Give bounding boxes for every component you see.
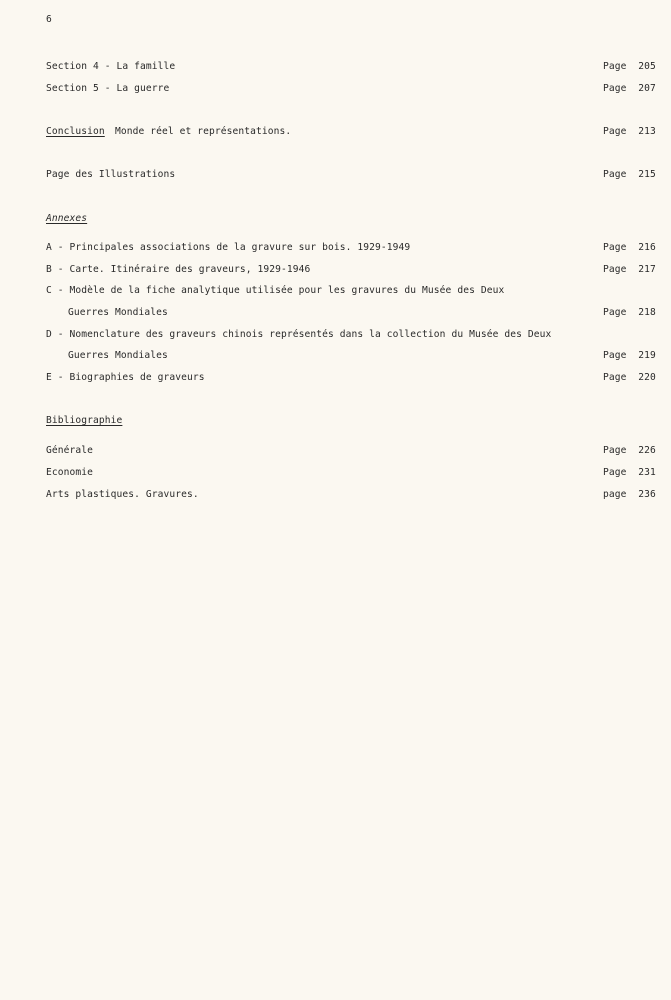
toc-entry-conclusion: Monde réel et représentations.: [115, 126, 292, 137]
toc-entry-annex-b: B - Carte. Itinéraire des graveurs, 1929-1946: [46, 264, 311, 275]
toc-page-annex-a: Page 216: [603, 242, 656, 253]
annexes-heading: Annexes: [46, 213, 88, 224]
toc-entry-annex-c-line1: C - Modèle de la fiche analytique utilisée pour les gravures du Musée des Deux: [46, 285, 505, 296]
toc-page-illustrations: Page 215: [603, 169, 656, 180]
toc-entry-annex-a: A - Principales associations de la gravure sur bois. 1929-1949: [46, 242, 411, 253]
toc-page-section-4: Page 205: [603, 61, 656, 72]
toc-entry-section-4: Section 4 - La famille: [46, 61, 176, 72]
page-number: 6: [46, 14, 52, 25]
toc-page-annex-c: Page 218: [603, 307, 656, 318]
toc-page-section-5: Page 207: [603, 83, 656, 94]
toc-entry-annex-d-line2: Guerres Mondiales: [68, 350, 168, 361]
toc-page-annex-e: Page 220: [603, 372, 656, 383]
toc-entry-annex-e: E - Biographies de graveurs: [46, 372, 205, 383]
toc-entry-section-5: Section 5 - La guerre: [46, 83, 170, 94]
toc-page-annex-b: Page 217: [603, 264, 656, 275]
toc-entry-biblio-generale: Générale: [46, 445, 94, 456]
toc-page-conclusion: Page 213: [603, 126, 656, 137]
toc-page-biblio-arts: page 236: [603, 489, 656, 500]
toc-entry-biblio-economie: Economie: [46, 467, 94, 478]
toc-entry-annex-c-line2: Guerres Mondiales: [68, 307, 168, 318]
toc-page-annex-d: Page 219: [603, 350, 656, 361]
conclusion-heading: Conclusion: [46, 126, 105, 137]
toc-entry-illustrations: Page des Illustrations: [46, 169, 176, 180]
toc-entry-biblio-arts: Arts plastiques. Gravures.: [46, 489, 199, 500]
toc-entry-annex-d-line1: D - Nomenclature des graveurs chinois représentés dans la collection du Musée des Deux: [46, 329, 552, 340]
bibliographie-heading: Bibliographie: [46, 415, 123, 426]
toc-page-biblio-generale: Page 226: [603, 445, 656, 456]
toc-page-biblio-economie: Page 231: [603, 467, 656, 478]
